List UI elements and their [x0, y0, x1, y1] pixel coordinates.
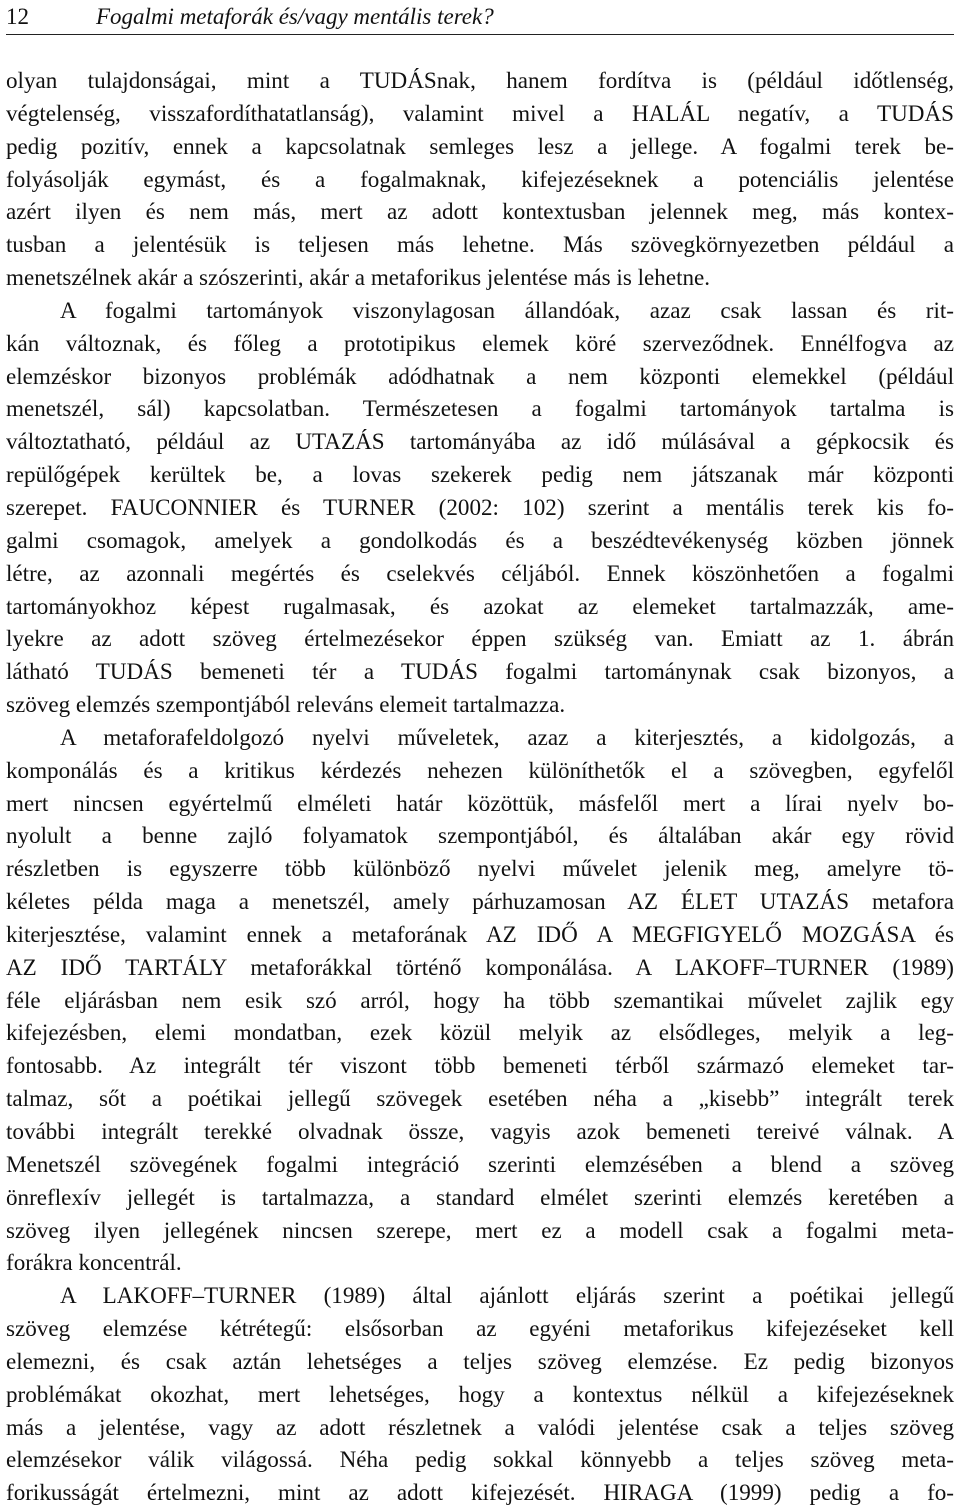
text-line: kéletes példa maga a menetszél, amely párhuzamosan AZ ÉLET UTAZÁS metafora: [6, 888, 954, 915]
text-line: menetszélnek akár a szószerinti, akár a metaforikus jelentése más is lehetne.: [6, 264, 711, 291]
text-line: kán változnak, és főleg a prototipikus elemek köré szerveződnek. Ennélfogva az: [6, 329, 954, 356]
text-line: további integrált terekké olvadnak össze, vagyis azok bemeneti tereivé válnak. A: [6, 1118, 954, 1144]
text-line: szöveg elemzése kétrétegű: elsősorban az egyéni metaforikus kifejezéseket kell: [6, 1315, 954, 1342]
text-line: tartományokhoz képest rugalmasak, és azokat az elemeket tartalmazzák, ame-: [6, 592, 954, 619]
page-header: [6, 0, 954, 35]
text-line: mert nincsen egyértelmű elméleti határ közöttük, másfelől mert a lírai nyelv bo-: [6, 789, 954, 816]
text-line: létre, az azonnali megértés és cselekvés céljából. Ennek köszönhetően a fogalmi: [6, 559, 954, 586]
text-line: A fogalmi tartományok viszonylagosan állandóak, azaz csak lassan és rit-: [60, 296, 954, 323]
text-line: lyekre az adott szöveg értelmezésekor éppen szükség van. Emiatt az 1. ábrán: [6, 625, 954, 652]
text-line: végtelenség, visszafordíthatatlanság), valamint mivel a HALÁL negatív, a TUDÁS: [6, 99, 954, 126]
text-line: forikusságát értelmezni, mint az adott kifejezését. HIRAGA (1999) pedig a fo-: [6, 1479, 954, 1506]
text-line: galmi csomagok, amelyek a gondolkodás és a beszédtevékenység közben jönnek: [6, 526, 954, 553]
text-line: változtatható, például az UTAZÁS tartományába az idő múlásával a gépkocsik és: [6, 428, 954, 455]
text-line: nyolult a benne zajló folyamatok szempontjából, és általában akár egy rövid: [6, 822, 954, 849]
text-line: szöveg elemzés szempontjából releváns elemeit tartalmazza.: [6, 691, 566, 718]
text-line: A metaforafeldolgozó nyelvi műveletek, azaz a kiterjesztés, a kidolgozás, a: [60, 723, 954, 750]
text-line: kifejezésben, elemi mondatban, ezek közül melyik az elsődleges, melyik a leg-: [6, 1019, 954, 1046]
text-line: fontosabb. Az integrált tér viszont több bemeneti térből származó elemeket tar-: [6, 1052, 954, 1079]
text-line: elemezni, és csak aztán lehetséges a teljes szöveg elemzése. Ez pedig bizonyos: [6, 1347, 954, 1374]
text-line: komponálás és a kritikus kérdezés nehezen különíthetők el a szövegben, egyfelől: [6, 756, 954, 783]
text-line: talmaz, sőt a poétikai jellegű szövegek esetében néha a „kisebb” integrált terek: [6, 1085, 954, 1112]
text-line: szerepet. FAUCONNIER és TURNER (2002: 102) szerint a mentális terek kis fo-: [6, 493, 954, 520]
text-line: más a jelentése, vagy az adott részletnek a valódi jelentése csak a teljes szöveg: [6, 1413, 954, 1440]
text-line: féle eljárásban nem esik szó arról, hogy ha több szemantikai művelet zajlik egy: [6, 986, 954, 1013]
text-line: elemzéskor bizonyos problémák adódhatnak a nem központi elemekkel (például: [6, 362, 954, 389]
text-line: menetszél, sál) kapcsolatban. Természetesen a fogalmi tartományok tartalma is: [6, 395, 954, 422]
text-line: pedig pozitív, ennek a kapcsolatnak semleges lesz a jellege. A fogalmi terek be-: [6, 132, 954, 159]
text-line: folyásolják egymást, és a fogalmaknak, kifejezéseknek a potenciális jelentése: [6, 165, 954, 192]
text-line: AZ IDŐ TARTÁLY metaforákkal történő komponálása. A LAKOFF–TURNER (1989): [6, 953, 954, 980]
text-line: elemzésekor válik világossá. Néha pedig sokkal könnyebb a teljes szöveg meta-: [6, 1446, 954, 1473]
text-line: látható TUDÁS bemeneti tér a TUDÁS fogalmi tartománynak csak bizonyos, a: [6, 658, 954, 685]
text-line: kiterjesztése, valamint ennek a metaforának AZ IDŐ A MEGFIGYELŐ MOZGÁSA és: [6, 920, 954, 947]
body-text: [6, 64, 954, 1509]
text-line: részletben is egyszerre több különböző nyelvi művelet jelenik meg, amelyre tö-: [6, 855, 954, 882]
text-line: önreflexív jellegét is tartalmazza, a standard elmélet szerinti elemzés keretében a: [6, 1183, 954, 1210]
text-line: forákra koncentrál.: [6, 1249, 182, 1276]
text-line: Menetszél szövegének fogalmi integráció szerinti elemzésében a blend a szöveg: [6, 1150, 954, 1177]
text-line: tusban a jelentésük is teljesen más lehetne. Más szövegkörnyezetben például a: [6, 231, 954, 258]
text-line: olyan tulajdonságai, mint a TUDÁSnak, hanem fordítva is (például időtlenség,: [6, 67, 954, 93]
running-title: Fogalmi metaforák és/vagy mentális terek?: [96, 4, 494, 29]
text-line: A LAKOFF–TURNER (1989) által ajánlott eljárás szerint a poétikai jellegű: [60, 1282, 954, 1309]
text-line: repülőgépek kerültek be, a lovas szekerek pedig nem játszanak már központi: [6, 461, 954, 488]
text-line: szöveg ilyen jellegének nincsen szerepe, mert ez a modell csak a fogalmi meta-: [6, 1216, 954, 1243]
text-line: azért ilyen és nem más, mert az adott kontextusban jelennek meg, más kontex-: [6, 198, 954, 225]
page-number: 12: [6, 4, 29, 29]
text-line: problémákat okozhat, mert lehetséges, hogy a kontextus nélkül a kifejezéseknek: [6, 1380, 954, 1407]
